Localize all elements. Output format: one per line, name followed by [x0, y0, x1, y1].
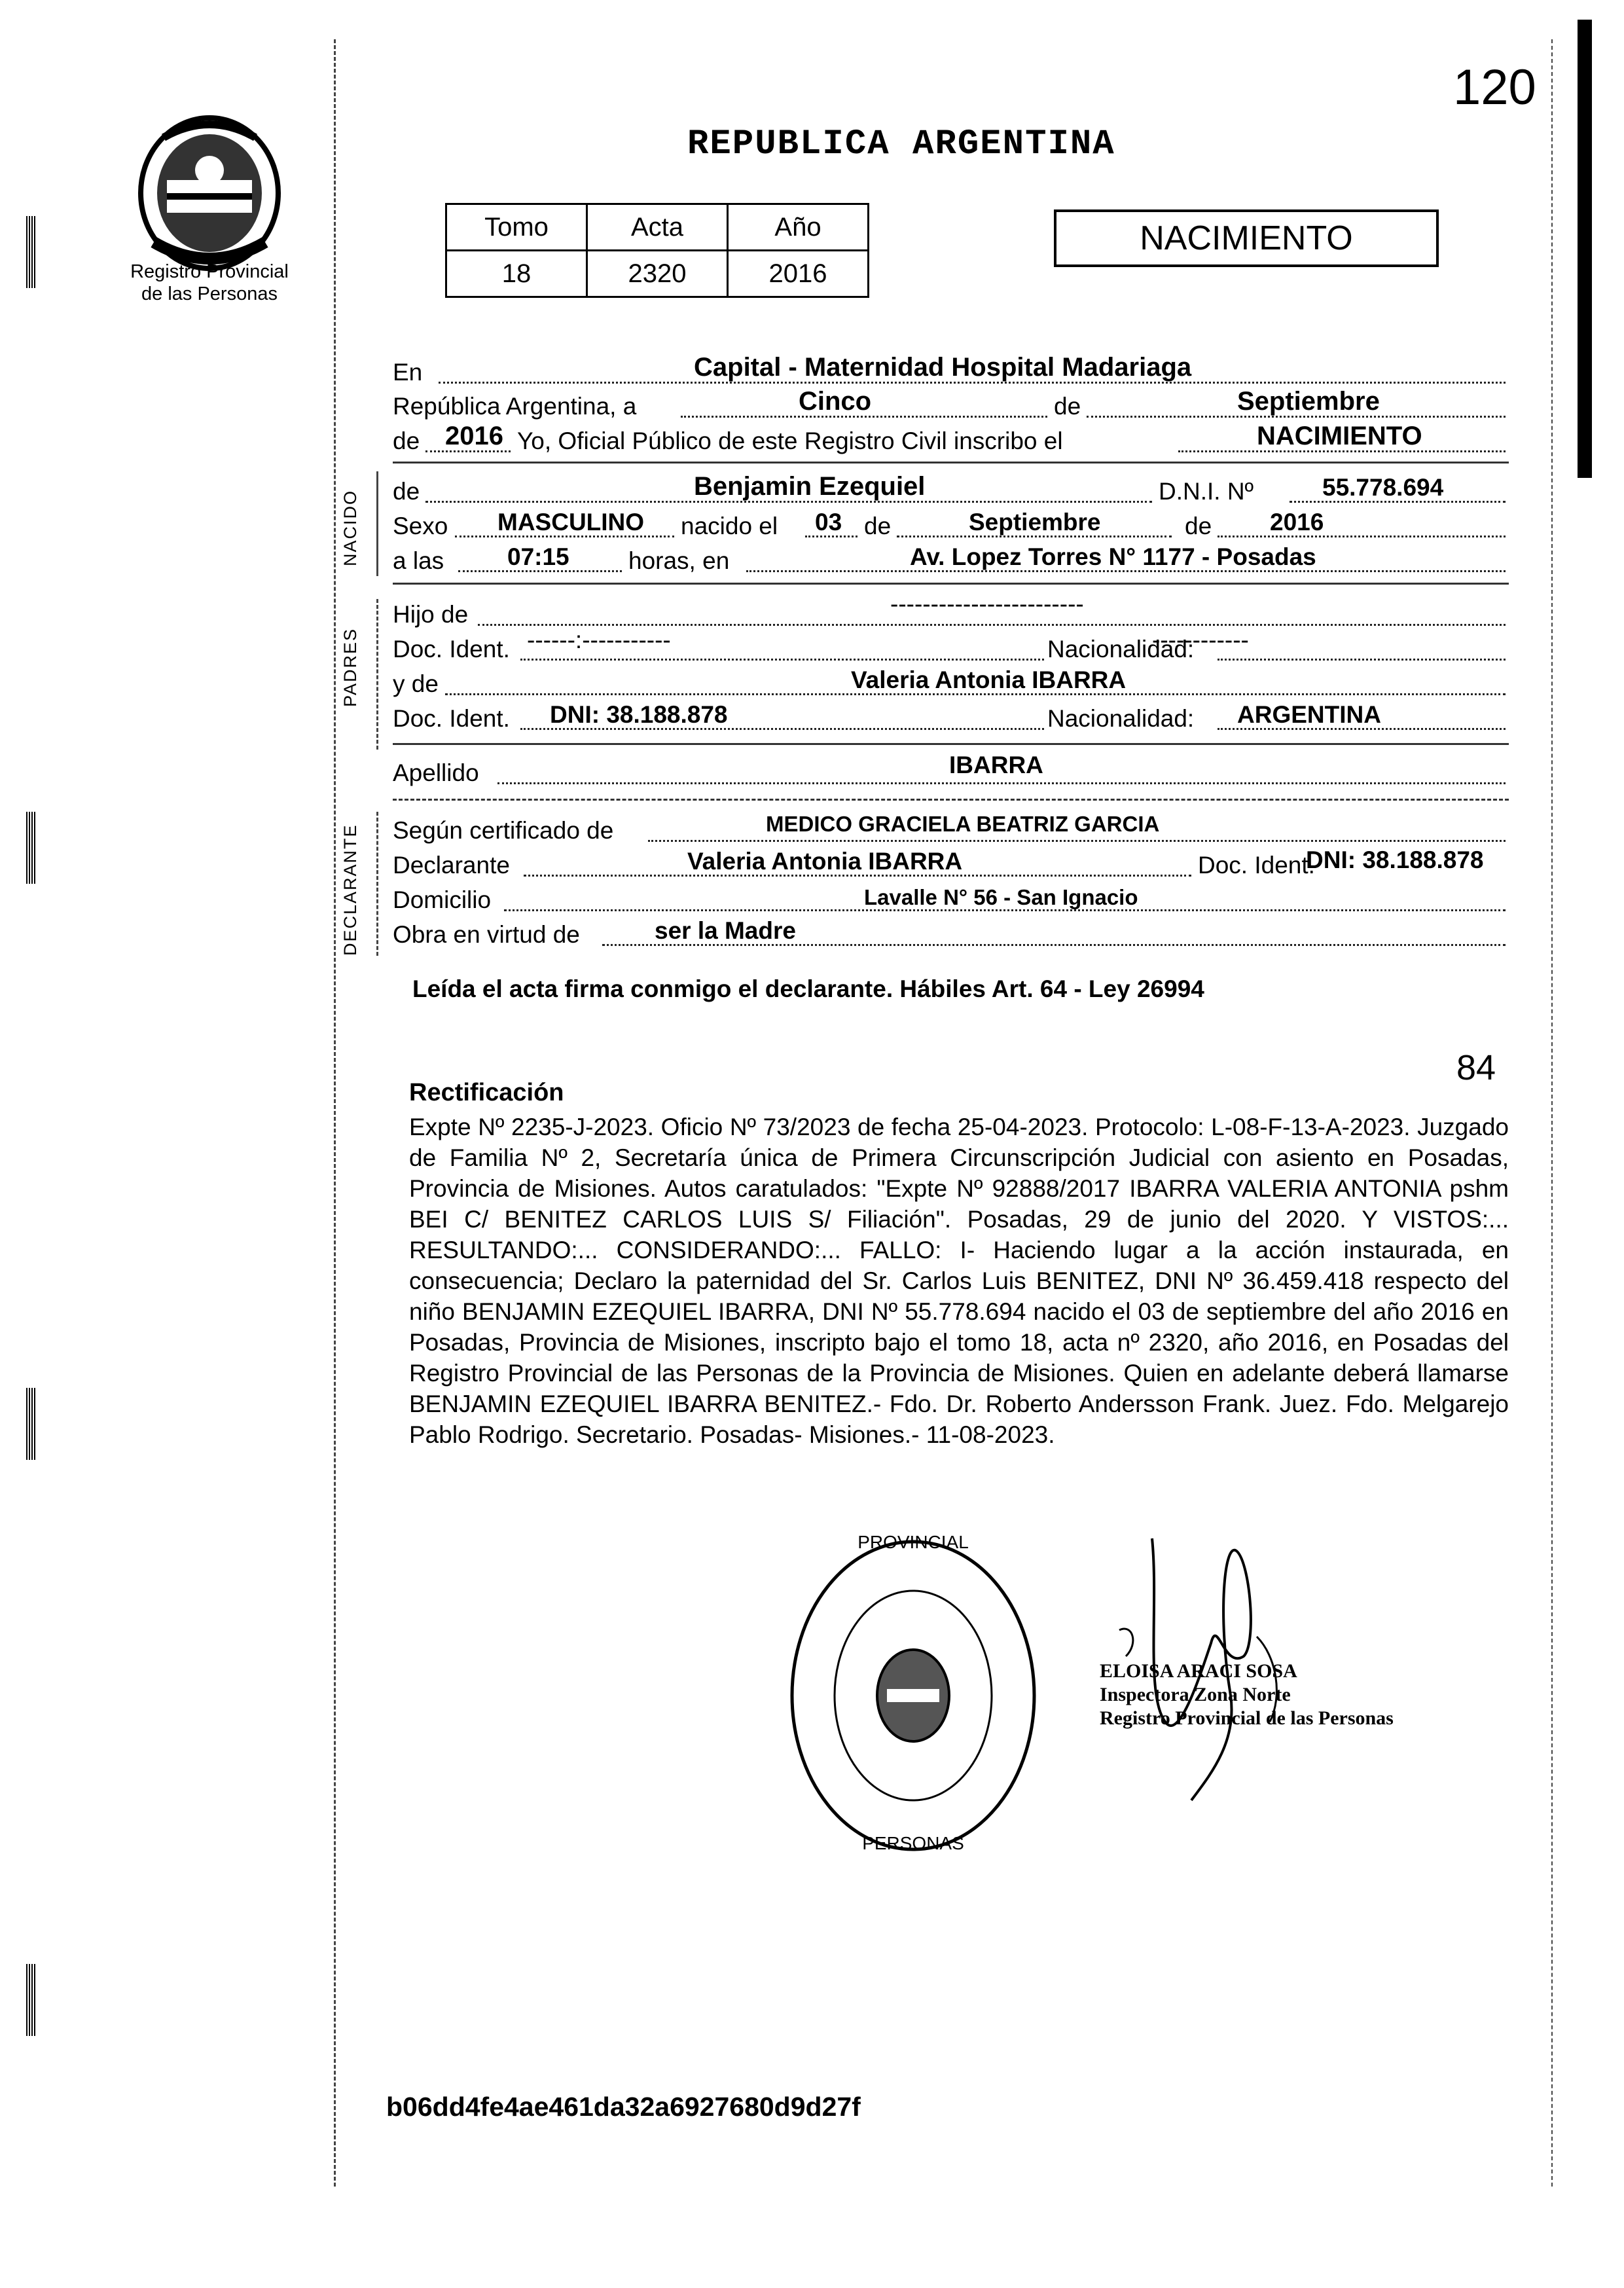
label-de-2: de — [393, 427, 420, 454]
provincial-seal-icon — [128, 111, 291, 275]
section-declarante-label: DECLARANTE — [340, 824, 360, 956]
label-obra-en-virtud: Obra en virtud de — [393, 921, 580, 948]
separator-rule — [393, 743, 1509, 745]
value-padre: ------------------------ — [890, 590, 1084, 617]
value-hora: 07:15 — [507, 543, 569, 570]
dotted-leader — [1218, 536, 1506, 537]
value-anio-inscripcion: 2016 — [445, 422, 503, 450]
label-de-anio: de — [1185, 513, 1212, 539]
page-edge-bar — [1578, 20, 1592, 478]
section-padres-label: PADRES — [340, 627, 360, 707]
binding-mark — [26, 812, 35, 884]
label-hijo-de: Hijo de — [393, 601, 469, 628]
label-de: de — [1054, 393, 1081, 420]
right-margin-line — [1551, 39, 1553, 2187]
registry-label-line2: de las Personas — [141, 283, 278, 304]
stamp-bottom-text: PERSONAS — [862, 1833, 964, 1853]
label-domicilio: Domicilio — [393, 886, 492, 913]
value-dia-inscripcion: Cinco — [799, 387, 872, 416]
line-padre-doc — [393, 626, 1506, 667]
stamp-top-text: PROVINCIAL — [857, 1532, 969, 1552]
value-madre-doc: DNI: 38.188.878 — [550, 701, 728, 728]
value-sexo: MASCULINO — [497, 509, 645, 536]
label-y-de: y de — [393, 670, 439, 697]
value-acta: 2320 — [587, 251, 728, 297]
line-madre-doc — [393, 700, 1506, 736]
registry-stamp — [782, 1532, 1044, 1859]
signatory-role: Inspectora Zona Norte — [1100, 1684, 1291, 1705]
line-en — [393, 354, 1506, 390]
separator-rule — [393, 462, 1509, 463]
line-nombre — [393, 473, 1506, 509]
line-sexo — [393, 507, 1506, 544]
rectificacion-title: Rectificación — [409, 1079, 564, 1106]
binding-mark — [26, 1388, 35, 1460]
label-nacido-el: nacido el — [681, 513, 778, 539]
value-madre: Valeria Antonia IBARRA — [851, 666, 1127, 693]
value-padre-doc: ------:----------- — [527, 626, 671, 653]
value-declarante-doc: DNI: 38.188.878 — [1306, 846, 1484, 873]
signatory-name: ELOISA ARACI SOSA — [1100, 1660, 1297, 1682]
dotted-leader — [497, 782, 1506, 784]
left-margin-line — [334, 39, 336, 2187]
registry-label — [118, 261, 301, 305]
label-dni: D.N.I. Nº — [1159, 478, 1254, 505]
page-number: 120 — [1453, 60, 1536, 115]
value-domicilio: Lavalle N° 56 - San Ignacio — [864, 885, 1138, 909]
value-virtud: ser la Madre — [655, 917, 796, 944]
label-sexo: Sexo — [393, 513, 448, 539]
line-hora — [393, 542, 1506, 579]
value-anio: 2016 — [728, 251, 869, 297]
leida-statement: Leída el acta firma conmigo el declarante. Hábiles Art. 64 - Ley 26994 — [412, 975, 1204, 1002]
value-declarante: Valeria Antonia IBARRA — [687, 848, 963, 875]
document-title: REPUBLICA ARGENTINA — [687, 124, 1115, 164]
value-dia-nacimiento: 03 — [815, 509, 842, 536]
line-inscribo — [393, 422, 1506, 459]
sub-page-number: 84 — [1456, 1048, 1496, 1087]
label-doc-ident-2: Doc. Ident. — [393, 705, 510, 732]
record-type-box: NACIMIENTO — [1054, 209, 1439, 267]
label-doc-ident: Doc. Ident. — [393, 636, 510, 663]
line-virtud — [393, 916, 1506, 953]
binding-mark — [26, 1964, 35, 2036]
value-mes-inscripcion: Septiembre — [1237, 387, 1380, 416]
separator-rule — [393, 583, 1509, 585]
label-republica: República Argentina, a — [393, 393, 637, 420]
label-declarante-doc: Doc. Ident. — [1198, 852, 1315, 879]
label-de-nombre: de — [393, 478, 420, 505]
value-anio-nacimiento: 2016 — [1270, 509, 1324, 536]
label-yo-oficial: Yo, Oficial Público de este Registro Civil inscribo el — [517, 427, 1063, 454]
dotted-leader — [648, 840, 1506, 842]
value-apellido: IBARRA — [949, 752, 1043, 778]
signatory-org: Registro Provincial de las Personas — [1100, 1707, 1394, 1729]
section-divider — [376, 471, 378, 576]
label-nacionalidad: Nacionalidad: — [1047, 636, 1195, 663]
line-certificado — [393, 812, 1506, 848]
value-padre-nacionalidad: ------------ — [1152, 626, 1249, 653]
value-tipo: NACIMIENTO — [1257, 422, 1422, 450]
label-declarante: Declarante — [393, 852, 510, 879]
record-table — [445, 203, 869, 298]
label-apellido: Apellido — [393, 759, 479, 786]
separator-rule — [393, 799, 1509, 801]
label-en: En — [393, 359, 423, 386]
value-nombre: Benjamin Ezequiel — [694, 472, 926, 501]
document-hash: b06dd4fe4ae461da32a6927680d9d27f — [386, 2092, 861, 2122]
line-fecha — [393, 388, 1506, 424]
rectificacion-text: Expte Nº 2235-J-2023. Oficio Nº 73/2023 de fecha 25-04-2023. Protocolo: L-08-F-13-A-2023. Juzgado de Familia Nº 2, Secretaría única de Primera Circunscripción Judicial con asiento en Posadas, Provincia de Misiones. Autos caratulados: "Expte Nº 92888/2017 IBARRA VALERIA ANTONIA pshm BEI C/ BENITEZ CARLOS LUIS S/ Filiación". Posadas, 29 de junio del 2020. Y VISTOS:... RESULTANDO:... CONSIDERANDO:... FALLO: I- Haciendo lugar a la acción instaurada, en consecuencia; Declaro la paternidad del Sr. Carlos Luis BENITEZ, DNI Nº 36.459.418 respecto del niño BENJAMIN EZEQUIEL IBARRA, DNI Nº 55.778.694 nacido el 03 de septiembre del año 2016 en Posadas, Provincia de Misiones, inscripto bajo el tomo 18, acta nº 2320, año 2016, en Posadas del Registro Provincial de las Personas de la Provincia de Misiones. Quien en adelante deberá llamarse BENJAMIN EZEQUIEL IBARRA BENITEZ.- Fdo. Dr. Roberto Andersson Frank. Juez. Fdo. Melgarejo Pablo Rodrigo. Secretario. Posadas- Misiones.- 11-08-2023. — [409, 1114, 1509, 1448]
label-a-las: a las — [393, 547, 444, 574]
signature-block — [1100, 1660, 1394, 1730]
header-acta: Acta — [587, 204, 728, 251]
header-anio: Año — [728, 204, 869, 251]
dotted-leader — [478, 624, 1506, 626]
line-domicilio — [393, 881, 1506, 918]
registry-label-line1: Registro Provincial — [130, 261, 289, 282]
value-mes-nacimiento: Septiembre — [969, 509, 1101, 536]
label-de-mes: de — [864, 513, 892, 539]
section-nacido-label: NACIDO — [340, 489, 360, 566]
line-y-de — [393, 665, 1506, 702]
value-domicilio-nacimiento: Av. Lopez Torres N° 1177 - Posadas — [910, 543, 1316, 570]
label-segun-certificado: Según certificado de — [393, 817, 614, 844]
value-lugar: Capital - Maternidad Hospital Madariaga — [694, 353, 1192, 382]
value-dni: 55.778.694 — [1322, 474, 1444, 501]
line-apellido — [393, 754, 1506, 791]
line-declarante — [393, 846, 1506, 883]
section-divider — [376, 812, 378, 956]
binding-mark — [26, 216, 35, 288]
section-divider — [376, 599, 378, 750]
header-tomo: Tomo — [446, 204, 587, 251]
label-horas-en: horas, en — [628, 547, 730, 574]
dotted-leader — [1218, 659, 1506, 661]
value-tomo: 18 — [446, 251, 587, 297]
value-madre-nacionalidad: ARGENTINA — [1237, 701, 1381, 728]
value-certificado: MEDICO GRACIELA BEATRIZ GARCIA — [766, 812, 1160, 836]
dotted-leader — [520, 659, 1044, 661]
label-nacionalidad-2: Nacionalidad: — [1047, 705, 1195, 732]
